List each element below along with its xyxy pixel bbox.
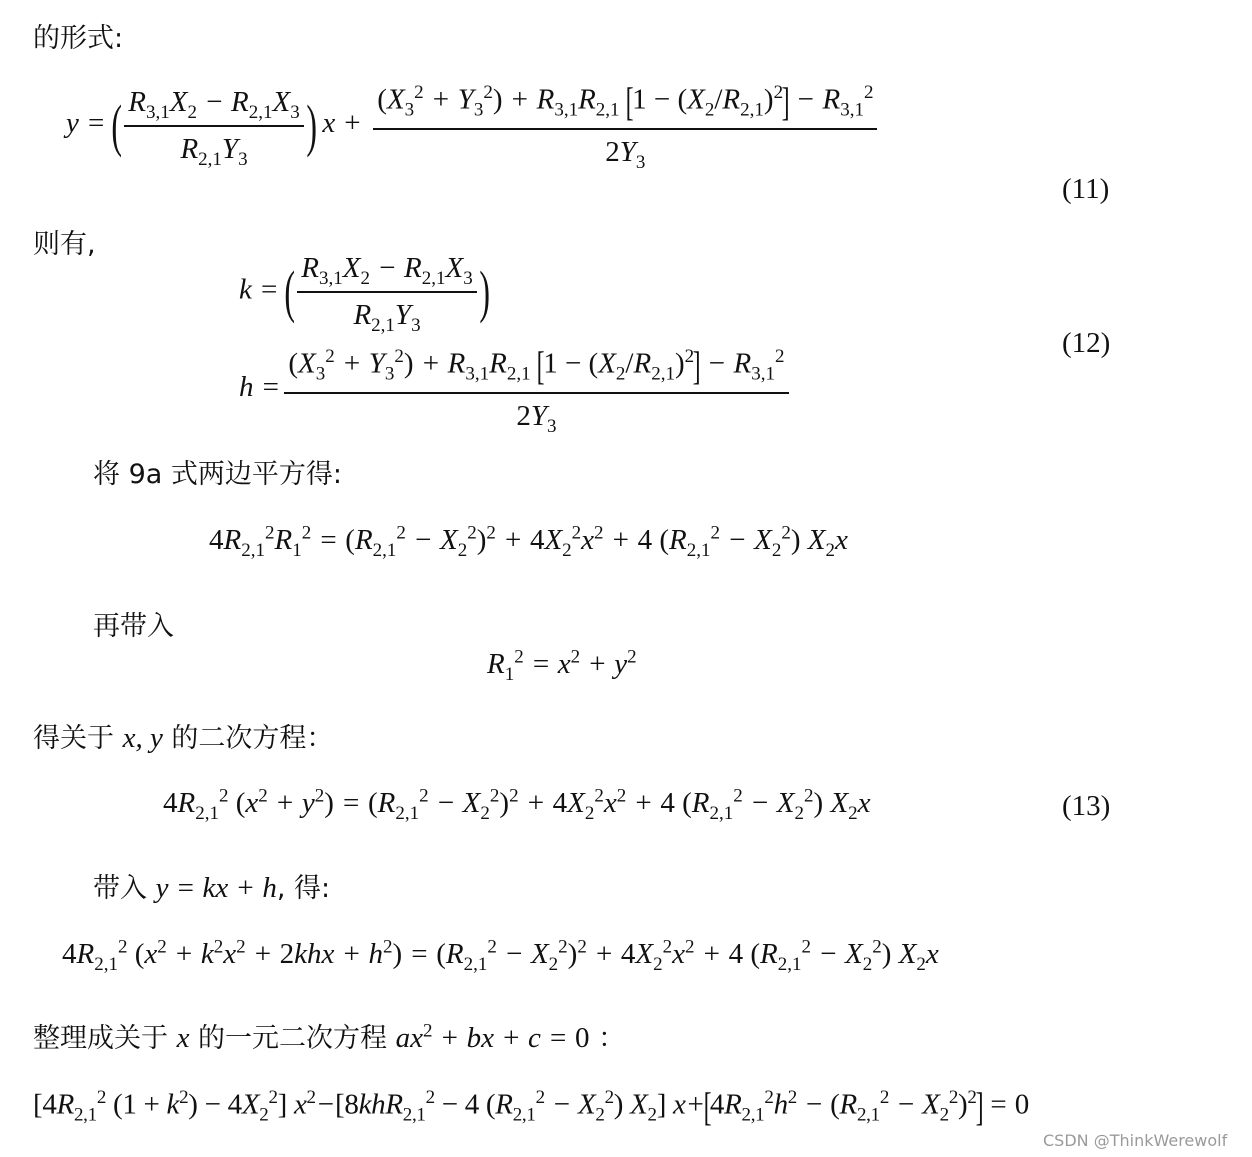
- csdn-watermark: CSDN @ThinkWerewolf: [1043, 1131, 1228, 1150]
- substitution-line: [93, 866, 330, 905]
- equation-12-h: h = $\frac{(X_3^2 + Y_3^2) + R_{3,1}R_{2,1} [1 - (X_2/R_{2,1})^2] - R_{3,1}^2}{2Y_3}$: [239, 346, 793, 433]
- expanded-equation: $4R_{2,1}^2$ $(x^2 + k^2x^2 + 2khx + h^2) = (R_{2,1}^2 - X_2^2)^2 + 4X_2^2x^2 + 4$ $(R_{2,1}^2 - X_2^2)$ $X_2x$: [62, 936, 939, 975]
- organize-prefix: 整理成关于: [33, 1023, 177, 1054]
- radius-equation: $R_1^2 = x^2 + y^2$: [487, 646, 637, 685]
- sub-line-equation: y = kx + h: [155, 872, 277, 904]
- quadratic-xy-text: [33, 716, 333, 755]
- intro-text: 的形式:: [33, 23, 124, 54]
- organize-suffix: ：: [598, 1023, 626, 1054]
- equation-12-k: k = ( $\frac{R_{3,1}X_2 - R_{2,1}X_3}{R_{2,1}Y_3}$ ): [239, 252, 490, 336]
- final-quadratic-equation: [$4R_{2,1}^2$ $(1 + k^2) - 4X_2^2$] $x^2-[8khR_{2,1}^2 - 4$ $(R_{2,1}^2 - X_2^2)$ $X_2$] $x+[4R_{2,1}^2h^2 - (R_{2,1}^2 - X_2^2)^2] = 0$: [33, 1084, 1029, 1129]
- sub-line-prefix: 带入: [93, 873, 156, 904]
- quadratic-xy-suffix: 的二次方程：: [162, 723, 334, 754]
- then-have-text: 则有,: [33, 229, 96, 260]
- equation-11: y = ( $\frac{R_{3,1}X_2 - R_{2,1}X_3}{R_{2,1}Y_3}$ ) x + $\frac{(X_3^2 + Y_3^2) + R_{3,1}R_{2,1} [1 - (X_2/R_{2,1})^2] - R_{3,1}^2}{2Y_3}$: [66, 82, 881, 169]
- equation-number-11: (11): [1062, 173, 1110, 205]
- general-quadratic-form: $ax^2$ + bx + c = 0: [395, 1020, 590, 1054]
- organize-var: x: [176, 1022, 190, 1054]
- equation-number-12: (12): [1062, 327, 1111, 359]
- quadratic-xy-vars: x, y: [122, 722, 163, 754]
- equation-number-13: (13): [1062, 790, 1111, 822]
- square-intro-text: 将 9a 式两边平方得:: [93, 459, 342, 490]
- quadratic-xy-prefix: 得关于: [33, 723, 123, 754]
- squared-equation: $4R_{2,1}^2R_1^2 = (R_{2,1}^2 - X_2^2)^2 + 4X_2^2x^2 + 4$ $(R_{2,1}^2 - X_2^2)$ $X_2x$: [209, 522, 848, 561]
- organize-mid: 的一元二次方程: [189, 1023, 396, 1054]
- sub-line-suffix: , 得:: [276, 873, 331, 904]
- organize-line: [33, 1016, 625, 1055]
- equation-13: $4R_{2,1}^2$ $(x^2 + y^2) = (R_{2,1}^2 - X_2^2)^2 + 4X_2^2x^2 + 4$ $(R_{2,1}^2 - X_2^2)$ $X_2x$: [163, 785, 871, 824]
- substitute-text: 再带入: [93, 611, 174, 642]
